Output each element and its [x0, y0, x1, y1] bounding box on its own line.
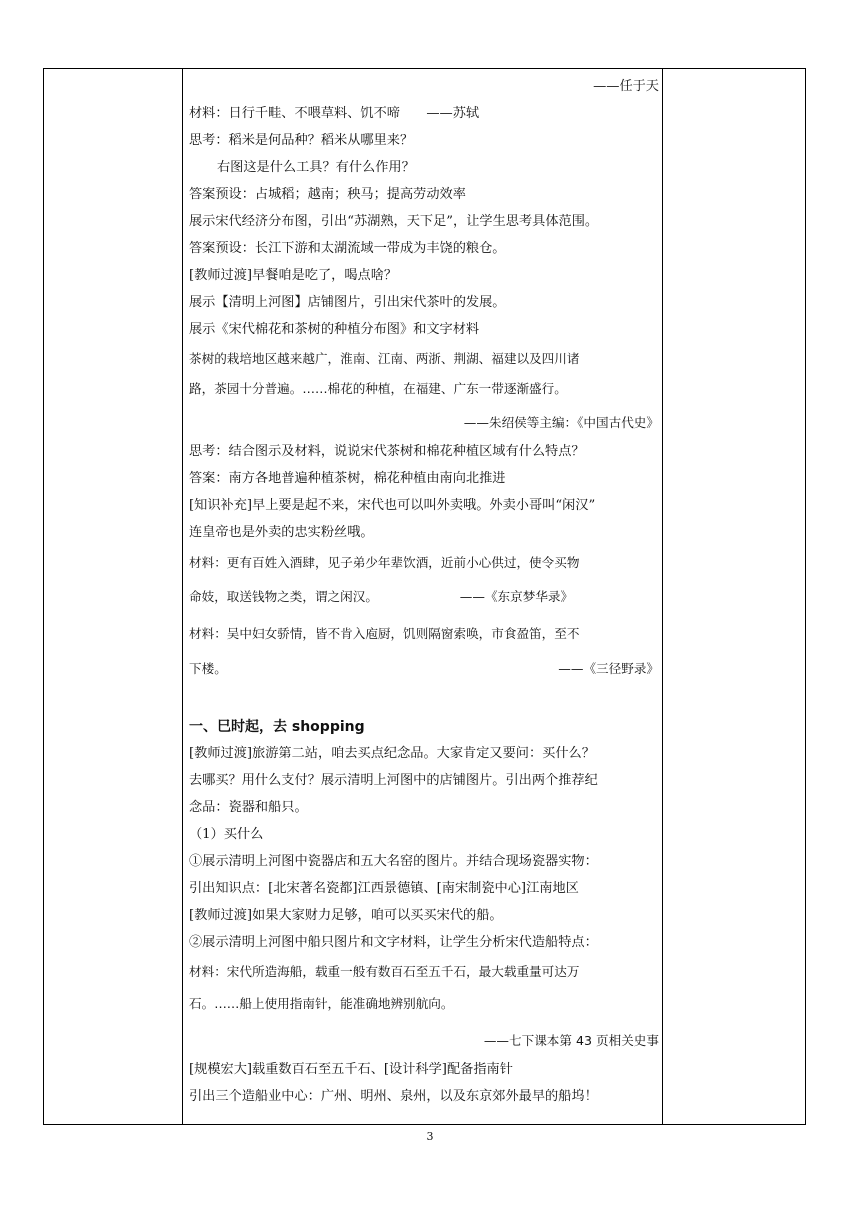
material-quote: 材料：吴中妇女骄情，皆不肯入庖厨，饥则隔窗索唤，市食盈笛，至不 [189, 626, 580, 641]
question-line: 思考：稻米是何品种？稻米从哪里来？ [189, 133, 414, 148]
text-line: [教师过渡]如果大家财力足够，咱可以买买宋代的船。 [189, 908, 503, 923]
column-divider-left [182, 69, 183, 1124]
lesson-table [43, 68, 806, 1125]
source-attribution: ——七下课本第 43 页相关史事 [483, 1033, 659, 1048]
question-line: 思考：结合图示及材料，说说宋代茶树和棉花种植区域有什么特点？ [189, 444, 585, 459]
material-line: 材料：日行千畦、不喂草料、饥不啼 ——苏轼 [189, 106, 480, 121]
text-line: [教师过渡]旅游第二站，咱去买点纪念品。大家肯定又要问：买什么？ [189, 746, 595, 761]
text-line: 引出三个造船业中心：广州、明州、泉州，以及东京郊外最早的船坞！ [189, 1089, 598, 1104]
text-line: 连皇帝也是外卖的忠实粉丝哦。 [189, 525, 374, 540]
material-quote: 材料：更有百姓入酒肆，见子弟少年辈饮酒，近前小心供过，使令买物 [189, 555, 580, 570]
text-line: 展示《宋代棉花和茶树的种植分布图》和文字材料 [189, 322, 480, 337]
page-number: 3 [426, 1130, 434, 1143]
text-line: 念品：瓷器和船只。 [189, 800, 308, 815]
answer-line: 答案：南方各地普遍种植茶树，棉花种植由南向北推进 [189, 471, 506, 486]
material-quote: 命妓，取送钱物之类，谓之闲汉。 ——《东京梦华录》 [189, 589, 574, 604]
answer-line: 答案预设：占城稻；越南；秧马；提高劳动效率 [189, 187, 466, 202]
text-line: 引出知识点：[北宋著名瓷都]江西景德镇、[南宋制瓷中心]江南地区 [189, 881, 579, 896]
question-line: 右图这是什么工具？有什么作用？ [217, 160, 415, 175]
material-quote: 茶树的栽培地区越来越广，淮南、江南、两浙、荆湖、福建以及四川诸 [189, 351, 580, 366]
text-line: ②展示清明上河图中船只图片和文字材料，让学生分析宋代造船特点： [189, 935, 598, 950]
material-quote: 下楼。 [189, 661, 227, 676]
text-line: [教师过渡]早餐咱是吃了，喝点啥？ [189, 268, 398, 283]
source-attribution: ——《三径野录》 [558, 661, 659, 676]
text-line: 去哪买？用什么支付？展示清明上河图中的店铺图片。引出两个推荐纪 [189, 773, 598, 788]
source-attribution: ——朱绍侯等主编：《中国古代史》 [463, 415, 659, 430]
text-line: 展示宋代经济分布图，引出“苏湖熟，天下足”，让学生思考具体范围。 [189, 214, 599, 229]
column-divider-right [662, 69, 663, 1124]
answer-line: 答案预设：长江下游和太湖流域一带成为丰饶的粮仓。 [189, 241, 506, 256]
material-quote: 材料：宋代所造海船，载重一般有数百石至五千石，最大载重量可达万 [189, 964, 580, 979]
material-quote: 石。……船上使用指南针，能准确地辨别航向。 [189, 996, 454, 1011]
subsection-title: （1）买什么 [189, 827, 264, 842]
text-line: [知识补充]早上要是起不来，宋代也可以叫外卖哦。外卖小哥叫“闲汉” [189, 498, 596, 513]
text-line: ①展示清明上河图中瓷器店和五大名窑的图片。并结合现场瓷器实物： [189, 854, 598, 869]
material-quote: 路，茶园十分普遍。……棉花的种植，在福建、广东一带逐渐盛行。 [189, 381, 567, 396]
text-line: [规模宏大]载重数百石至五千石、[设计科学]配备指南针 [189, 1062, 513, 1077]
source-attribution: ——任于天 [593, 79, 659, 94]
section-heading: 一、巳时起，去 shopping [189, 719, 365, 735]
text-line: 展示【清明上河图】店铺图片，引出宋代茶叶的发展。 [189, 295, 506, 310]
